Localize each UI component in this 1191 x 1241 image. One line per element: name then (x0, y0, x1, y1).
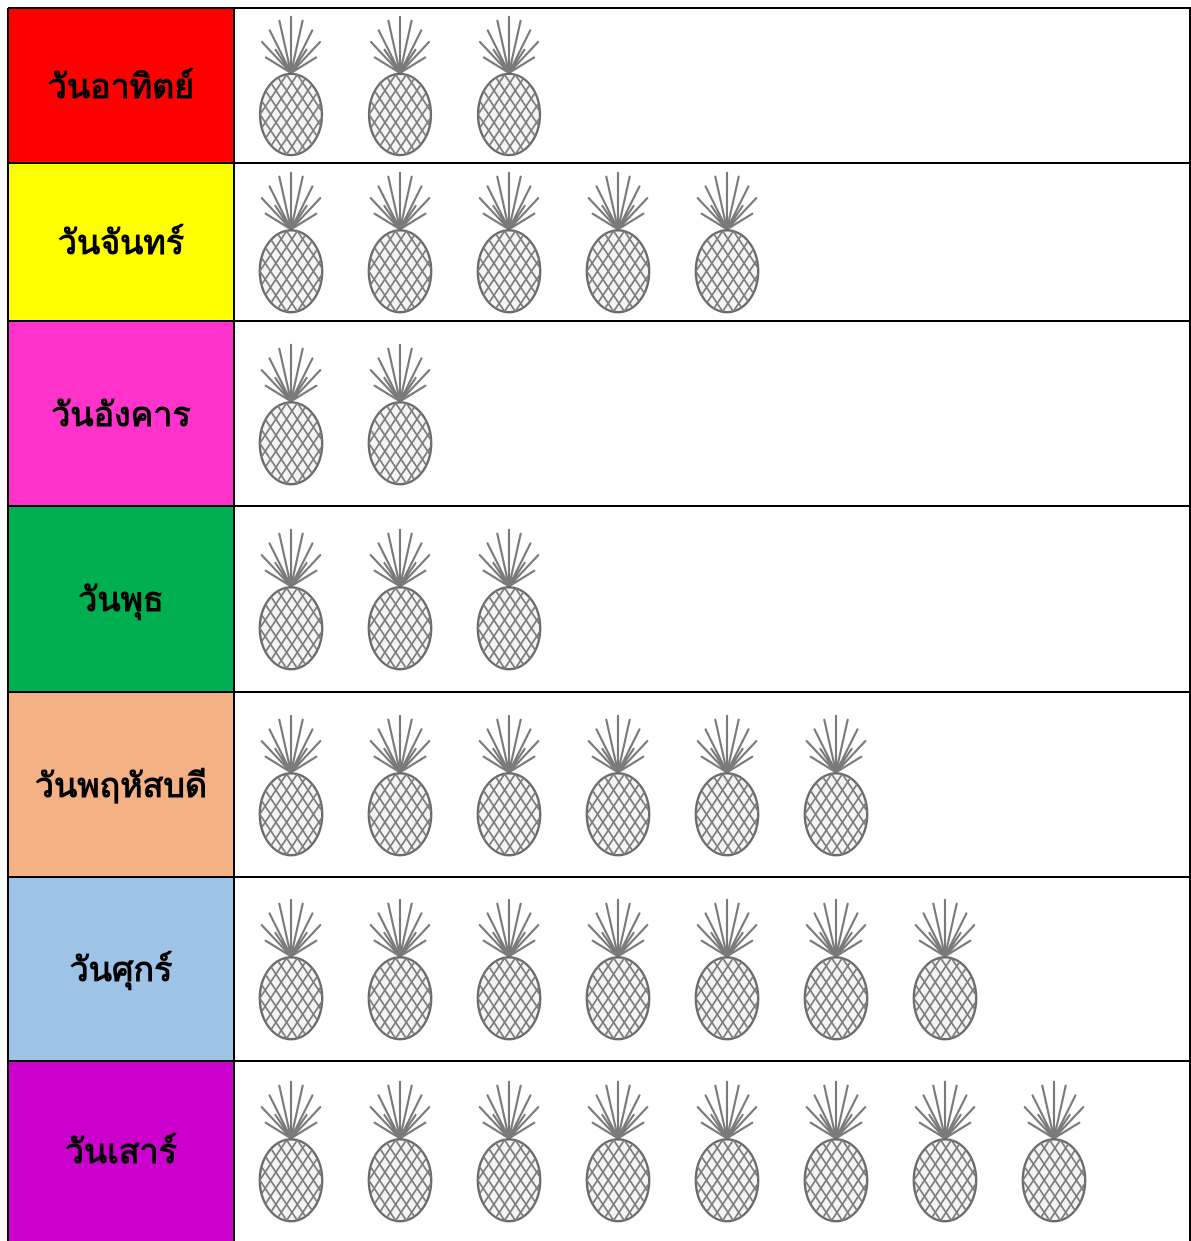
pineapple-mark (470, 168, 548, 320)
pineapple-mark (688, 1076, 766, 1230)
pineapple-icon (252, 13, 330, 158)
pineapple-mark (361, 339, 439, 493)
row-divider (8, 691, 1191, 693)
pineapple-icon (470, 1076, 548, 1226)
pineapple-mark (579, 710, 657, 864)
pineapple-mark (470, 710, 548, 864)
pineapple-mark (797, 1076, 875, 1230)
pineapple-icon (906, 894, 984, 1044)
day-label-cell (8, 163, 234, 321)
pineapple-icon (688, 1076, 766, 1226)
pineapple-mark (252, 524, 330, 678)
pineapple-icon (252, 168, 330, 316)
pineapple-icon (688, 168, 766, 316)
pineapple-mark (1015, 1076, 1093, 1230)
day-label: วันศุกร์ (69, 950, 173, 990)
pineapple-icon (470, 894, 548, 1044)
row-divider (8, 320, 1191, 322)
pineapple-mark (579, 168, 657, 320)
pineapple-mark (579, 1076, 657, 1230)
day-label: วันเสาร์ (64, 1132, 178, 1172)
pineapple-icon (579, 710, 657, 860)
day-label-cell (8, 8, 234, 163)
pineapple-mark (361, 710, 439, 864)
pineapple-mark (688, 894, 766, 1048)
pineapple-icon (361, 710, 439, 860)
row-divider (8, 162, 1191, 164)
column-divider (7, 8, 9, 1241)
pineapple-icon (470, 710, 548, 860)
row-divider (8, 876, 1191, 878)
day-label: วันจันทร์ (57, 223, 185, 263)
pineapple-mark (688, 168, 766, 320)
day-label-cell (8, 506, 234, 692)
pineapple-icon (361, 168, 439, 316)
pineapple-icon (361, 1076, 439, 1226)
pineapple-mark (252, 710, 330, 864)
pineapple-mark (252, 339, 330, 493)
pineapple-icon (797, 1076, 875, 1226)
pineapple-mark (252, 1076, 330, 1230)
pineapple-icon (361, 13, 439, 158)
pineapple-icon (252, 524, 330, 674)
row-divider (8, 7, 1191, 9)
pineapple-mark (906, 894, 984, 1048)
pineapple-mark (361, 894, 439, 1048)
pineapple-icon (1015, 1076, 1093, 1226)
day-label: วันพฤหัสบดี (34, 765, 208, 806)
pineapple-mark (688, 710, 766, 864)
pineapple-icon (797, 894, 875, 1044)
pineapple-icon (579, 168, 657, 316)
pineapple-mark (252, 13, 330, 162)
pineapple-icon (906, 1076, 984, 1226)
pineapple-icon (252, 1076, 330, 1226)
day-label-cell (8, 321, 234, 506)
pineapple-mark (797, 710, 875, 864)
day-label: วันอังคาร (51, 394, 191, 435)
pineapple-icon (688, 894, 766, 1044)
table-row (0, 1061, 1191, 1241)
row-divider (8, 505, 1191, 507)
pineapple-mark (470, 894, 548, 1048)
pineapple-icon (470, 13, 548, 158)
pineapple-icon (361, 339, 439, 489)
row-divider (8, 1060, 1191, 1062)
table-row (0, 321, 1191, 506)
day-label-cell (8, 877, 234, 1061)
pineapple-mark (906, 1076, 984, 1230)
pineapple-mark (361, 168, 439, 320)
pineapple-mark (470, 524, 548, 678)
pineapple-icon (252, 894, 330, 1044)
day-label-cell (8, 1061, 234, 1241)
table-row (0, 163, 1191, 321)
pineapple-mark (252, 894, 330, 1048)
pineapple-icon (361, 524, 439, 674)
pineapple-icon (252, 339, 330, 489)
pineapple-icon (361, 894, 439, 1044)
table-row (0, 877, 1191, 1061)
table-row (0, 692, 1191, 877)
pineapple-icon (688, 710, 766, 860)
pineapple-icon (252, 710, 330, 860)
pineapple-icon (470, 524, 548, 674)
pineapple-icon (470, 168, 548, 316)
pineapple-mark (797, 894, 875, 1048)
pineapple-mark (470, 13, 548, 162)
pineapple-icon (579, 894, 657, 1044)
day-label-cell (8, 692, 234, 877)
pineapple-mark (579, 894, 657, 1048)
pineapple-mark (361, 524, 439, 678)
pineapple-mark (470, 1076, 548, 1230)
column-divider (233, 8, 235, 1241)
pineapple-mark (252, 168, 330, 320)
day-label: วันพุธ (78, 580, 164, 620)
pineapple-mark (361, 1076, 439, 1230)
pineapple-mark (361, 13, 439, 162)
table-row (0, 8, 1191, 163)
day-label: วันอาทิตย์ (47, 66, 195, 107)
pineapple-icon (797, 710, 875, 860)
pineapple-icon (579, 1076, 657, 1226)
table-row (0, 506, 1191, 692)
